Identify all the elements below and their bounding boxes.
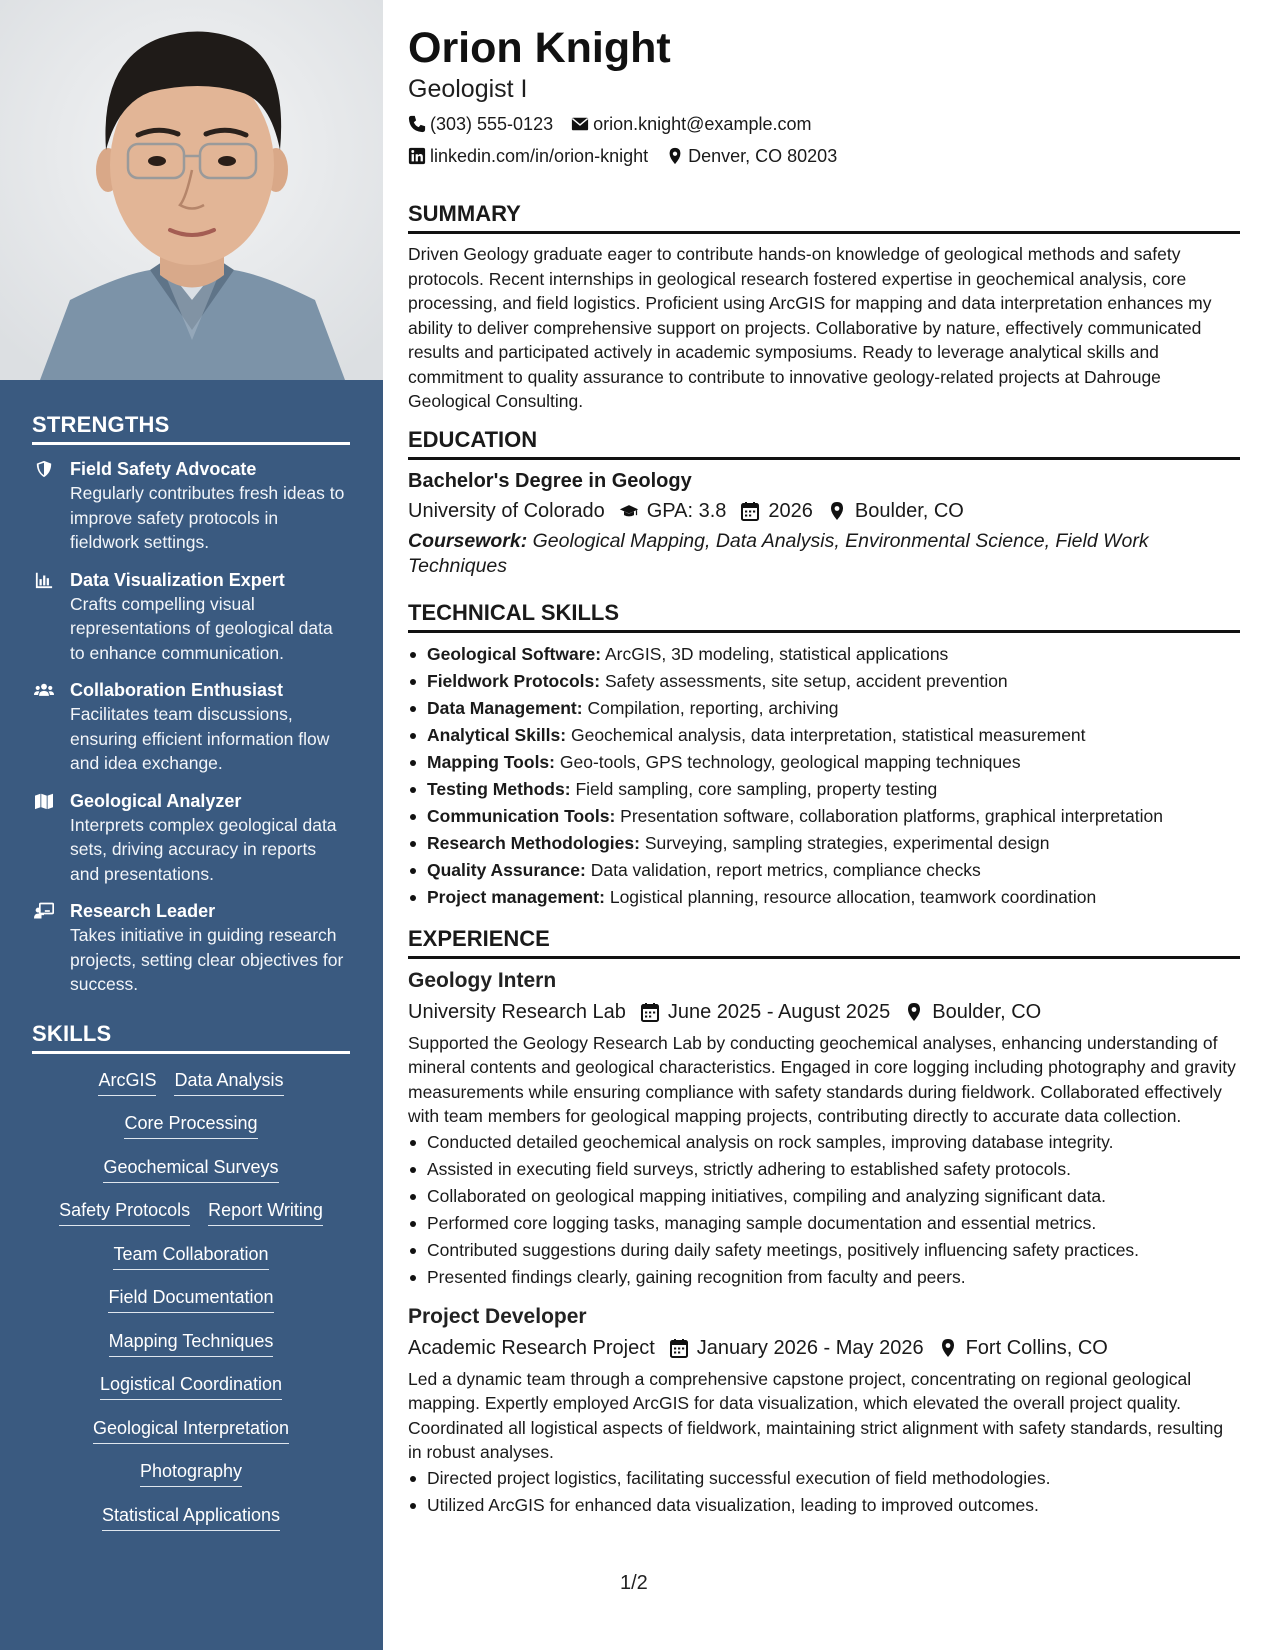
list-item [408,857,1240,884]
calendar-icon [669,1338,689,1358]
strength-desc: Facilitates team discussions, ensuring efficient information flow and idea exchange. [70,704,330,773]
skill-label: Geological Software: [427,643,602,664]
list-item [408,695,1240,722]
strength-item [32,789,350,887]
candidate-name: Orion Knight [408,24,671,72]
coursework-label: Coursework: [408,529,528,552]
job-org-text: Academic Research Project [408,1336,655,1359]
edu-location-text: Boulder, CO [854,499,964,522]
strength-desc: Regularly contributes fresh ideas to improve safety protocols in fieldwork settings. [70,483,345,552]
job-dates [640,998,890,1026]
job-location-text: Boulder, CO [932,1000,1042,1023]
grad-year [740,497,813,525]
list-item: Utilized ArcGIS for enhanced data visualization, leading to improved outcomes. [408,1492,1240,1519]
summary-section [408,200,1240,414]
skill-text: Compilation, reporting, archiving [587,697,839,718]
job-dates-text: June 2025 - August 2025 [667,1000,891,1023]
job-dates [669,1334,924,1362]
list-item [408,749,1240,776]
phone-icon [408,115,426,133]
job-org [408,998,626,1026]
job-title: Project Developer [408,1304,587,1328]
job-location [904,998,1041,1026]
technical-skills-list [408,641,1240,911]
job-org [408,1334,655,1362]
strength-title: Geological Analyzer [70,790,242,811]
summary-heading: SUMMARY [408,200,1240,234]
education-heading: EDUCATION [408,426,1240,460]
page-number: 1/2 [620,1572,648,1594]
skill-tag: Logistical Coordination [100,1372,282,1400]
chart-icon [32,568,70,666]
skills-list [32,1068,350,1531]
phone-text: (303) 555-0123 [430,114,554,134]
strength-item [32,568,350,666]
skill-label: Testing Methods: [427,778,571,799]
skill-text: Presentation software, collaboration platforms, graphical interpretation [620,805,1163,826]
skill-text: Geochemical analysis, data interpretation, statistical measurement [570,724,1086,745]
job-summary: Led a dynamic team through a comprehensive capstone project, concentrating on regional geological mapping. Expertly employed ArcGIS for data visualization, which elevated the overall project quality. Coordinated all logistical aspects of fieldwork, maintaining strict alignment with safety standards, resulting in robust analyses. [408,1368,1224,1462]
strength-desc: Interprets complex geological data sets, driving accuracy in reports and presentations. [70,814,337,884]
calendar-icon [640,1002,660,1022]
skills-heading: SKILLS [32,1021,350,1054]
contact-row [408,144,1240,168]
job-title: Geology Intern [408,968,557,992]
list-item [408,668,1240,695]
list-item: Conducted detailed geochemical analysis on rock samples, improving database integrity. [408,1129,1240,1156]
edu-location [827,497,964,525]
skill-text: Safety assessments, site setup, accident prevention [604,670,1008,691]
coursework [408,529,1240,579]
map-pin-icon [827,501,847,521]
job-entry [408,967,1240,1291]
map-pin-icon [904,1002,924,1022]
technical-skills-section [408,599,1240,911]
skill-tag: Core Processing [124,1111,257,1139]
skill-tag: Geochemical Surveys [103,1155,278,1183]
strength-desc: Crafts compelling visual representations of geological data to enhance communication. [70,593,333,663]
skill-label: Quality Assurance: [427,859,586,880]
users-icon [32,678,70,776]
summary-text: Driven Geology graduate eager to contribute hands-on knowledge of geological methods and safety protocols. Recent internships in geological research fostered expertise in geochemical analysis, core processing, and field logistics. Proficient using ArcGIS for mapping and data interpretation enhances my ability to deliver comprehensive support on projects. Collaborative by nature, effectively communicated results and participated actively in academic symposiums. Ready to leverage analytical skills and commitment to quality assurance to contribute to innovative geology-related projects at Dahrouge Geological Consulting. [408,244,1212,411]
job-location [938,1334,1108,1362]
strength-item [32,457,350,555]
list-item [408,884,1240,911]
presenter-icon [32,899,70,997]
map-pin-icon [938,1338,958,1358]
technical-skills-heading: TECHNICAL SKILLS [408,599,1240,633]
job-bullets [408,1465,1240,1519]
skill-label: Data Management: [427,697,583,718]
school-text: University of Colorado [408,499,605,522]
job-summary: Supported the Geology Research Lab by conducting geochemical analyses, enhancing understanding of mineral contents and geological characteristics. Engaged in core logging including photography and gravity measurements while ensuring compliance with safety standards during fieldwork. Collaborated effectively with team members for geological mapping projects, contributing directly to accurate data collection. [408,1032,1236,1126]
skill-tag: Safety Protocols [59,1198,190,1226]
strength-item [32,899,350,997]
list-item [408,803,1240,830]
education-meta [408,497,1240,525]
list-item: Performed core logging tasks, managing sample documentation and essential metrics. [408,1210,1240,1237]
sidebar-content [32,412,350,1546]
envelope-icon [571,115,589,133]
experience-heading: EXPERIENCE [408,925,1240,959]
map-pin-icon [666,147,684,165]
job-bullets [408,1129,1240,1291]
phone-contact[interactable] [408,112,553,136]
job-org-text: University Research Lab [408,1000,626,1023]
gpa [619,497,727,525]
school-name [408,497,605,525]
map-icon [32,789,70,887]
skill-label: Communication Tools: [427,805,616,826]
list-item [408,641,1240,668]
skill-text: Data validation, report metrics, compliance checks [590,859,981,880]
job-meta [408,998,1240,1026]
linkedin-contact[interactable] [408,144,648,168]
skill-tag: Statistical Applications [102,1503,280,1531]
skill-text: Field sampling, core sampling, property testing [575,778,938,799]
job-entry [408,1303,1240,1519]
education-section [408,426,1240,579]
skill-text: Logistical planning, resource allocation, teamwork coordination [609,886,1097,907]
linkedin-icon [408,147,426,165]
skill-text: Geo-tools, GPS technology, geological mapping techniques [559,751,1021,772]
skill-label: Fieldwork Protocols: [427,670,601,691]
strength-desc: Takes initiative in guiding research projects, setting clear objectives for success. [70,925,344,994]
shield-icon [32,457,70,555]
main-content [408,22,1240,1519]
skill-text: ArcGIS, 3D modeling, statistical applications [604,643,949,664]
skill-label: Project management: [427,886,605,907]
calendar-icon [740,501,760,521]
skill-label: Mapping Tools: [427,751,555,772]
skill-tag: Team Collaboration [113,1242,268,1270]
skill-text: Surveying, sampling strategies, experimental design [644,832,1050,853]
location-text: Denver, CO 80203 [688,146,838,166]
email-text: orion.knight@example.com [593,114,812,134]
skill-label: Research Methodologies: [427,832,640,853]
skill-tag: ArcGIS [98,1068,156,1096]
list-item [408,722,1240,749]
strength-title: Data Visualization Expert [70,569,285,590]
strength-item [32,678,350,776]
list-item [408,776,1240,803]
list-item: Directed project logistics, facilitating successful execution of field methodologies. [408,1465,1240,1492]
experience-section [408,925,1240,1519]
skill-tag: Report Writing [208,1198,323,1226]
skill-tag: Mapping Techniques [109,1329,274,1357]
gpa-text: GPA: 3.8 [646,499,727,522]
sidebar [0,0,383,1650]
list-item: Presented findings clearly, gaining recognition from faculty and peers. [408,1264,1240,1291]
degree-title: Bachelor's Degree in Geology [408,469,692,492]
graduation-cap-icon [619,501,639,521]
linkedin-text: linkedin.com/in/orion-knight [430,146,649,166]
job-meta [408,1334,1240,1362]
contact-row [408,112,1240,136]
skill-tag: Geological Interpretation [93,1416,289,1444]
job-role: Geologist I [408,75,528,103]
list-item: Assisted in executing field surveys, strictly adhering to established safety protocols. [408,1156,1240,1183]
skill-tag: Field Documentation [108,1285,273,1313]
email-contact[interactable] [571,112,811,136]
list-item [408,830,1240,857]
location-contact [666,144,837,168]
strength-title: Research Leader [70,901,216,921]
profile-photo [0,0,383,380]
list-item: Contributed suggestions during daily safety meetings, positively influencing safety practices. [408,1237,1240,1264]
job-location-text: Fort Collins, CO [965,1336,1108,1359]
skill-tag: Data Analysis [174,1068,283,1096]
coursework-text: Geological Mapping, Data Analysis, Environmental Science, Field Work Techniques [408,529,1149,577]
skill-tag: Photography [140,1459,242,1487]
strength-title: Field Safety Advocate [70,459,257,479]
job-dates-text: January 2026 - May 2026 [696,1336,924,1359]
skill-label: Analytical Skills: [427,724,567,745]
strength-title: Collaboration Enthusiast [70,680,284,700]
year-text: 2026 [768,499,813,522]
strengths-heading: STRENGTHS [32,412,350,445]
list-item: Collaborated on geological mapping initiatives, compiling and analyzing significant data. [408,1183,1240,1210]
